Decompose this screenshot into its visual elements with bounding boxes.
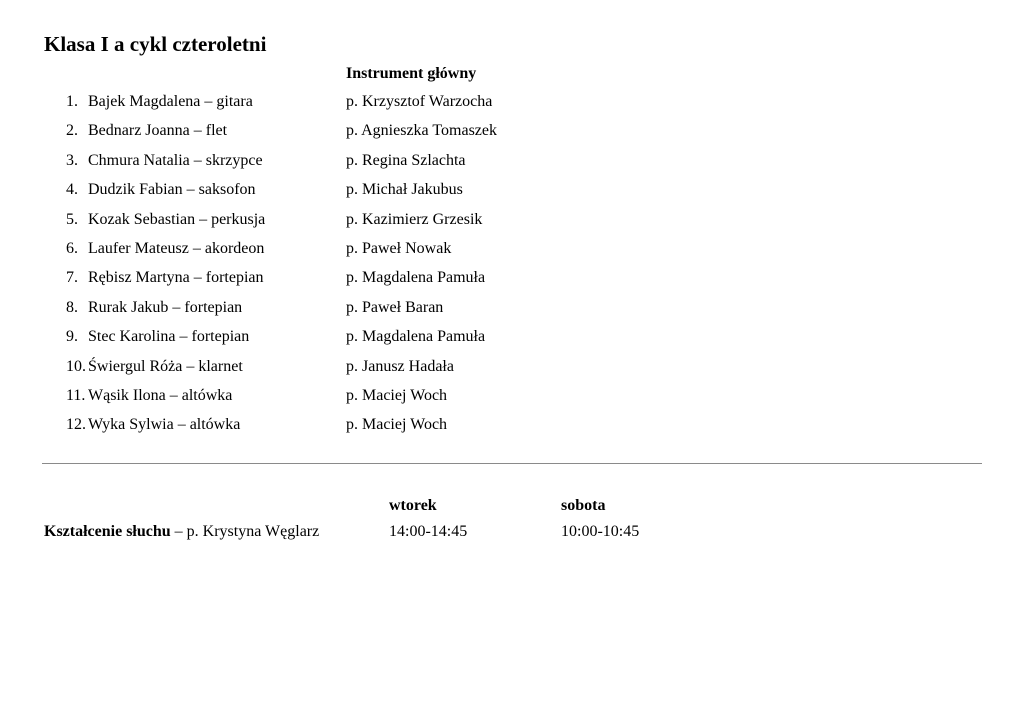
student-number: 8. — [66, 298, 78, 316]
list-item — [0, 150, 1024, 179]
student-teacher: p. Michał Jakubus — [346, 181, 463, 199]
student-teacher: p. Paweł Nowak — [346, 239, 452, 257]
student-number: 7. — [66, 269, 78, 287]
student-teacher: p. Regina Szlachta — [346, 151, 466, 169]
schedule-time: 14:00-14:45 — [389, 523, 468, 540]
student-list — [0, 91, 1024, 444]
course-teacher: – p. Krystyna Węglarz — [170, 523, 320, 540]
student-name: Wyka Sylwia – altówka — [88, 416, 241, 434]
student-name: Stec Karolina – fortepian — [88, 328, 250, 346]
student-teacher: p. Paweł Baran — [346, 298, 444, 316]
student-name: Wąsik Ilona – altówka — [88, 386, 233, 404]
page-title: Klasa I a cykl czteroletni — [44, 32, 267, 56]
section-divider — [42, 463, 982, 464]
list-item — [0, 120, 1024, 149]
course-row — [44, 522, 319, 542]
student-name: Bajek Magdalena – gitara — [88, 93, 253, 110]
student-name: Bednarz Joanna – flet — [88, 122, 228, 140]
list-item — [0, 238, 1024, 267]
schedule-day-header: sobota — [561, 497, 606, 514]
student-name: Kozak Sebastian – perkusja — [88, 210, 266, 228]
list-item — [0, 209, 1024, 238]
student-teacher: p. Maciej Woch — [346, 416, 448, 434]
list-item — [0, 179, 1024, 208]
student-teacher: p. Maciej Woch — [346, 386, 448, 404]
student-teacher: p. Kazimierz Grzesik — [346, 210, 483, 228]
schedule-day-header: wtorek — [389, 497, 437, 514]
student-number: 12. — [66, 416, 86, 434]
list-item — [0, 91, 1024, 120]
student-number: 1. — [66, 93, 78, 110]
schedule-time: 10:00-10:45 — [561, 523, 640, 540]
student-number: 5. — [66, 210, 78, 228]
student-number: 10. — [66, 357, 86, 375]
student-name: Rębisz Martyna – fortepian — [88, 269, 264, 287]
list-item — [0, 356, 1024, 385]
list-item — [0, 297, 1024, 326]
student-number: 11. — [66, 386, 86, 404]
student-name: Laufer Mateusz – akordeon — [88, 239, 265, 257]
student-teacher: p. Agnieszka Tomaszek — [346, 122, 497, 140]
list-item — [0, 414, 1024, 443]
student-teacher: p. Krzysztof Warzocha — [346, 93, 493, 110]
student-name: Rurak Jakub – fortepian — [88, 298, 243, 316]
student-name: Dudzik Fabian – saksofon — [88, 181, 256, 199]
list-item — [0, 267, 1024, 296]
list-item — [0, 385, 1024, 414]
student-number: 9. — [66, 328, 78, 346]
instrument-column-header: Instrument główny — [346, 65, 477, 82]
student-number: 4. — [66, 181, 78, 199]
course-name: Kształcenie słuchu — [44, 523, 171, 540]
student-number: 3. — [66, 151, 78, 169]
student-name: Świergul Róża – klarnet — [88, 357, 243, 375]
student-number: 2. — [66, 122, 78, 140]
student-name: Chmura Natalia – skrzypce — [88, 151, 263, 169]
student-teacher: p. Janusz Hadała — [346, 357, 454, 375]
list-item — [0, 326, 1024, 355]
student-teacher: p. Magdalena Pamuła — [346, 328, 486, 346]
student-number: 6. — [66, 239, 78, 257]
student-teacher: p. Magdalena Pamuła — [346, 269, 486, 287]
